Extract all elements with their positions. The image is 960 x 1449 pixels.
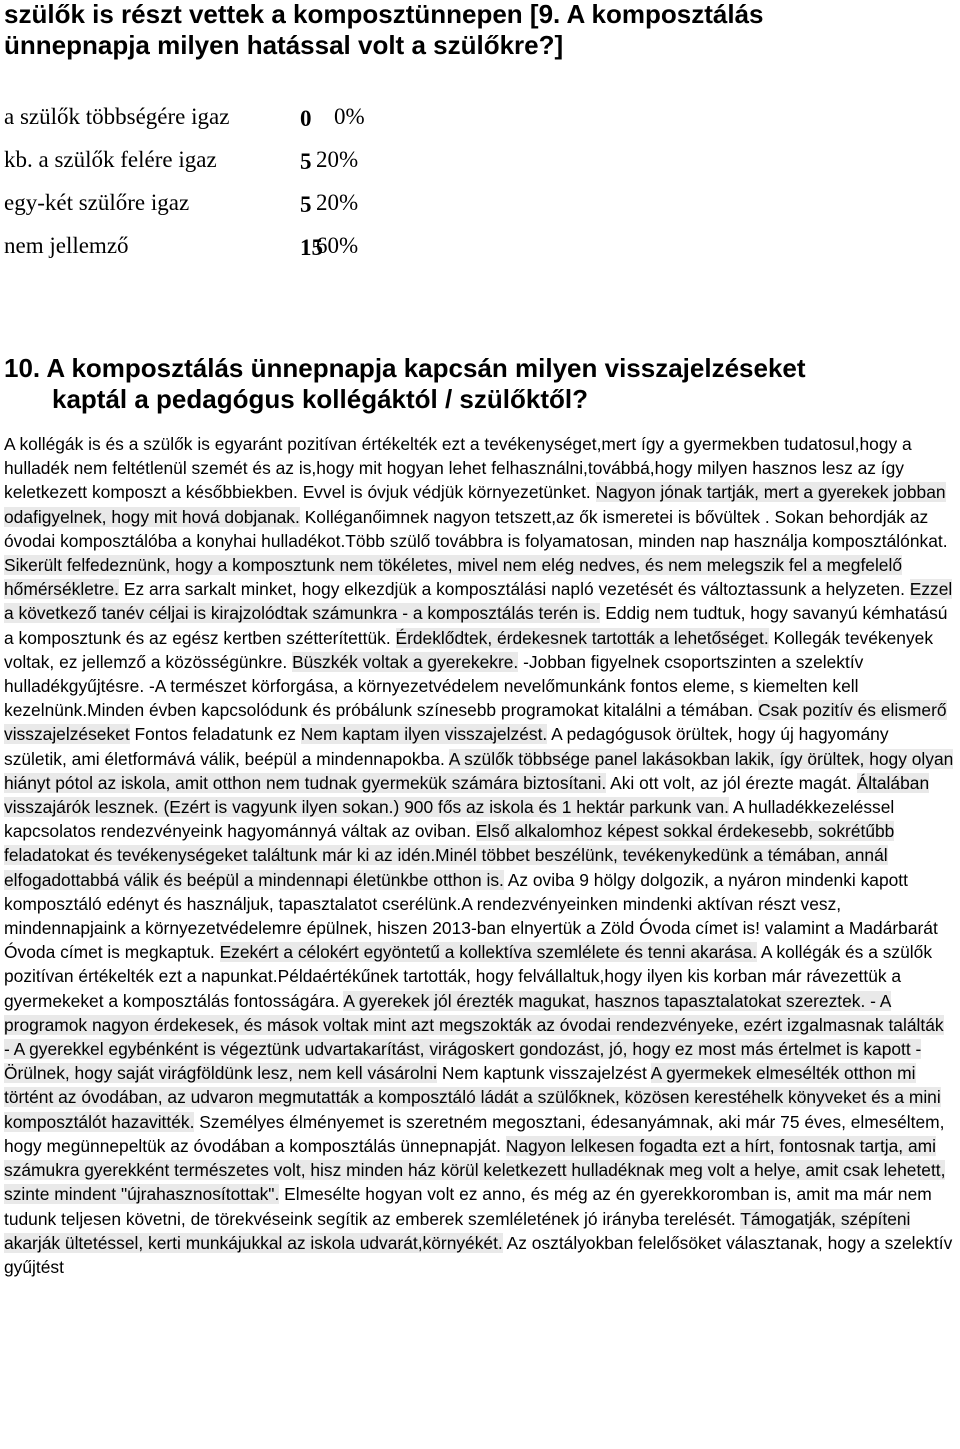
answer-text: Nagyon jónak tartják, mert a gyerekek jobban odafigyelnek, hogy mit hová dobjanak. <box>4 482 946 527</box>
answer-text: Az oviba 9 hölgy dolgozik, a nyáron mindenki kapott komposztáló edényt és használjuk, tapasztalatot cserélünk.A rendezvényeinken mindenki aktívan részt vesz, mindennapjaink a környezetvédelemre épülnek, hiszen 2013-ban elnyertük a Zöld Óvoda címet is! valamint a Madárbarát Óvoda címet is megkaptuk. <box>4 869 938 963</box>
answer-text: -Jobban figyelnek csoportszinten a szelektív hulladékgyűjtésre. -A természet körforgása, a környezetvédelem nevelőmunkánk fontos eleme, s kiemelten kell kezelnünk.Minden évben kapcsolódunk és próbálunk színesebb programokat kitalálni a témában. <box>4 651 864 721</box>
answer-text: Ezzel a következő tanév céljai is kirajzolódtak számunkra - a komposztálás terén is. <box>4 579 953 624</box>
answer-text: A hulladékkezeléssel kapcsolatos rendezvényeink hagyománnyá váltak az oviban. <box>4 797 895 842</box>
result-label: egy-két szülőre igaz <box>4 190 190 215</box>
answer-text: Fontos feladatunk ez <box>134 724 296 745</box>
answer-text: Kolléganőimnek nagyon tetszett,az ők ismeretei is bővültek . Sokan behordják az óvodai komposztálóba a konyhai hulladékot.Több szülő továbbra is folyamatosan, minden nap használja komposztálónkat. <box>4 506 948 551</box>
answer-text: A pedagógusok örültek, hogy új hagyomány születik, ami életformává válik, beépül a mindennapokba. <box>4 724 889 769</box>
answer-text: Nem kaptunk visszajelzést <box>441 1063 647 1084</box>
answer-text: Elmesélte hogyan volt ez anno, és még az én gyerekkoromban is, amit ma már nem tudunk teljesen követni, de törekvéseink segítik az emberek szemléletének jó irányba terelését. <box>4 1184 932 1229</box>
answer-text: Személyes élményemet is szeretném megosztani, édesanyámnak, aki már 75 éves, elmeséltem, hogy megünnepeltük az óvodában a komposztálás ünnepnapját. <box>4 1111 945 1156</box>
answer-text: Támogatják, szépíteni akarják ültetéssel, kerti munkájukkal az iskola udvarát,környékét. <box>4 1208 911 1253</box>
answer-text: Ez arra sarkalt minket, hogy elkezdjük a komposztálási napló vezetését és változtassunk a helyzeten. <box>123 579 905 600</box>
answer-text: Első alkalomhoz képest sokkal érdekesebb, sokrétűbb feladatokat és tevékenységeket találtunk már ki az idén.Minél többet beszélünk, tevékenykedünk a témában, annál elfogadottabbá válik és beépül a mindennapi életünkbe otthon is. <box>4 821 895 890</box>
answer-text: Ezekért a célokért egyöntetű a kollektíva szemlélete és tenni akarása. <box>219 942 758 963</box>
result-percent: 0% <box>334 104 365 129</box>
result-count: 0 <box>300 106 312 131</box>
result-count: 5 <box>300 149 312 174</box>
answer-text: Általában visszajárók lesznek. (Ezért is vagyunk ilyen sokan.) 900 fős az iskola és 1 hektár parkunk van. <box>4 772 930 818</box>
answer-text: Büszkék voltak a gyerekekre. <box>292 651 519 672</box>
answer-text: A gyerekek jól érezték magukat, hasznos tapasztalatokat szereztek. - A programok nagyon érdekesek, és mások voltak mint azt megszokták az óvodai rendezvényeke, ezért izgalmasnak találták - A gyerekkel egybénként is végeztünk udvartakarítást, virágoskert gondozást, jó, hogy ez most más értelmet is kapott - Örülnek, hogy saját virágföldünk lesz, nem kell vásárolni <box>4 990 944 1084</box>
answer-text: Aki ott volt, az jól érezte magát. <box>610 772 852 793</box>
answer-text: A gyermekek elmesélték otthon mi történt az óvodában, az udvaron megmutatták a komposztáló ládát a szülőknek, közösen kerestéhelk könyveket és a mini komposztálót hazavitték. <box>4 1063 941 1132</box>
question-9-title: szülők is részt vettek a komposztünnepen [9. A komposztálás ünnepnapja milyen hatással volt a szülőkre?] <box>4 0 764 60</box>
answer-text: Sikerült felfedeznünk, hogy a komposztunk nem tökéletes, mivel nem elég nedves, és nem melegszik fel a megfelelő hőmérsékletre. <box>4 555 903 600</box>
answer-text: Csak pozitív és elismerő visszajelzéseket <box>4 700 947 745</box>
result-percent: 60% <box>316 233 359 258</box>
question-10-title <box>4 353 934 415</box>
answer-text: Nagyon lelkesen fogadta ezt a hírt, fontosnak tartja, ami számukra gyerekként természetes volt, hisz minden ház körül keletkezett hulladéknak meg volt a helye, amit csak lehetett, szinte mindent "újrahasznosítottak". <box>4 1135 946 1205</box>
answer-text: A kollégák is és a szülők is egyaránt pozitívan értékelték ezt a tevékenységet,mert így a gyermekben tudatosul,hogy a hulladék nem feltétlenül szemét és az is,hogy mit hogyan lehet felhasználni,továbbá,hogy milyen hasznos lesz az így keletkezett komposzt a későbbiekben. Evvel is óvjuk védjük környezetünket. <box>4 434 912 503</box>
result-percent: 20% <box>316 147 359 172</box>
answer-text: A szülők többsége panel lakásokban lakik, így örültek, hogy olyan hiányt pótol az iskola, amit otthon nem tudnak gyermekük számára biztosítani. <box>4 748 954 793</box>
result-label: nem jellemző <box>4 233 129 258</box>
answer-text: Kollegák tevékenyek voltak, ez jellemző a közösségünkre. <box>4 627 934 672</box>
question-10-title-line2: kaptál a pedagógus kollégáktól / szülőktől? <box>52 384 588 414</box>
result-count: 5 <box>300 192 312 217</box>
answer-text: Az osztályokban felelősöket választanak, hogy a szelektív gyűjtést <box>4 1232 953 1277</box>
answer-text: Nem kaptam ilyen visszajelzést. <box>300 724 548 745</box>
answer-text: A kollégák és a szülők pozitívan értékelték ezt a napunkat.Példaértékűnek tartották, hogy felvállaltuk,hogy ilyen kis korban már rávezettük a gyermekeket a komposztálás fontosságára. <box>4 942 933 1011</box>
answer-text: Eddig nem tudtuk, hogy savanyú kémhatású a komposztunk és az egész kertben szétterítettük. <box>4 603 948 648</box>
result-label: a szülők többségére igaz <box>4 104 230 129</box>
result-count: 15 <box>300 235 323 260</box>
question-10-title-line1: 10. A komposztálás ünnepnapja kapcsán milyen visszajelzéseket <box>4 353 806 383</box>
result-label: kb. a szülők felére igaz <box>4 147 217 172</box>
result-percent: 20% <box>316 190 359 215</box>
question-10-answers <box>4 432 954 1279</box>
answer-text: Érdeklődtek, érdekesnek tartották a lehetőséget. <box>395 627 769 648</box>
